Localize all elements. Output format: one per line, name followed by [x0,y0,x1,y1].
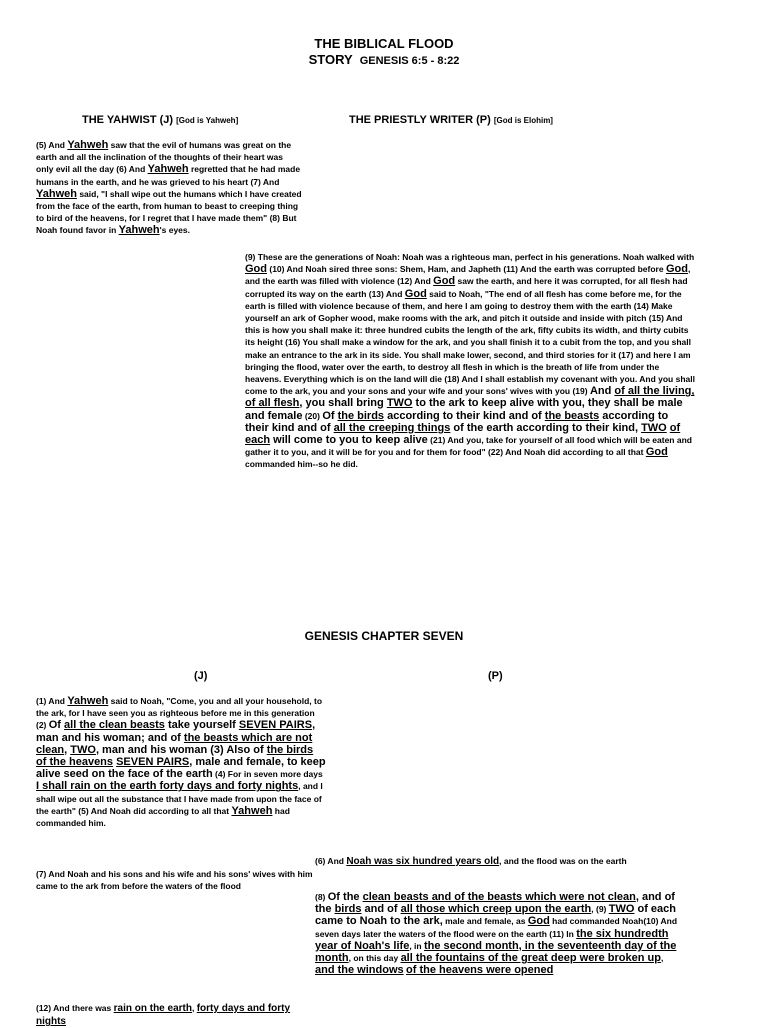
emphasized-phrase: the six hundredth year of Noah's life [315,927,669,952]
text-run: (1) And [36,696,68,706]
emphasized-phrase: TWO [386,397,413,410]
text-run: , in [409,940,424,951]
emphasized-phrase: Yahweh [118,224,160,237]
priestly-column-heading [349,113,553,128]
text-run: And [589,385,615,398]
text-run: (20) [302,410,323,421]
emphasized-phrase: all the creeping things [333,421,451,434]
yahwist-passage-7-12 [36,1002,296,1028]
priestly-passage-7-6 [315,855,715,868]
text-run: will come to you to keep alive [270,434,428,447]
title-line-2 [0,52,768,69]
text-run: had commanded him. [36,805,290,829]
emphasized-phrase: TWO [608,903,635,916]
emphasized-phrase: Yahweh [36,187,77,200]
emphasized-phrase: Yahweh [67,139,109,151]
text-run: , [660,953,664,964]
text-run: , and of the [315,891,675,916]
text-run: , man and his woman [95,743,208,756]
priestly-heading-text: THE PRIESTLY WRITER (P) [349,114,491,126]
text-run: regretted that he had made humans in the earth, and he was grieved to his heart (7) And [36,164,301,187]
text-run: male and female, as [442,916,528,927]
emphasized-phrase: God [245,263,267,276]
emphasized-phrase: God [527,915,550,928]
text-run: , man and his woman; and of [36,719,316,744]
text-run: take yourself [164,719,239,732]
emphasized-phrase: TWO [641,421,667,434]
passage-text [36,139,302,237]
emphasized-phrase: Noah was six hundred years old [346,856,500,867]
emphasized-phrase: forty days and forty nights [36,1003,291,1028]
emphasized-phrase: God [433,275,456,288]
chapter-p-label: (P) [488,670,503,682]
emphasized-phrase: SEVEN PAIRS [238,719,313,732]
yahwist-heading-text: THE YAHWIST (J) [82,114,174,126]
text-run: of the earth according to their kind, [450,421,642,434]
text-run: and of [361,903,401,916]
text-run: (7) And Noah and his sons and his wife and his sons' wives with him came to the ark from before the waters of the flood [36,869,313,892]
text-run: , [64,743,71,756]
text-run: (4) For in seven more days [212,769,323,780]
text-run: said to Noah, "The end of all flesh has come before me, for the earth is filled with violence because of them, and here I am going to destroy them with the earth (14) Make yourself an ark of Gopher wood, make rooms with the ark, and pitch it outside and inside with pitch (15) And this is how you shall make it: three hundred cubits the length of the ark, fifty cubits its width, and thirty cubits its height (16) You shall make a window for the ark, and you shall finish it to a cubit from the top, and you shall make an entrance to the ark in its side. You shall make lower, second, and third stories for it (17) and here I am bringing the flood, water over the earth, to destroy all flesh in which is the breath of life from under the heavens. Everything which is on the land will die (18) And I shall establish my covenant with you. And you shall come to the ark, you and your sons and your wife and your sons' wives with you (19) [245,288,695,397]
emphasized-phrase: the beasts [544,409,600,422]
text-run: , male and female, to keep alive seed on the face of the earth [36,756,326,781]
chapter-seven-heading: GENESIS CHAPTER SEVEN [304,629,464,643]
passage-text [36,695,326,829]
emphasized-phrase: rain on the earth [113,1003,192,1014]
text-run: (8) [315,892,328,902]
emphasized-phrase: birds [334,903,362,916]
title-line-2-main: STORY [308,52,353,67]
emphasized-phrase: and the windows [315,964,404,977]
text-run: , and the flood was on the earth [499,856,627,866]
passage-text [315,855,715,868]
text-run: said to Noah, "Come, you and all your household, to the ark, for I have seen you as righteous before me in this generation (2) [36,696,323,731]
text-run: Of [48,719,65,732]
emphasized-phrase: God [665,263,688,276]
emphasized-phrase: I shall rain on the earth forty days and forty nights [36,780,299,793]
text-run: commanded him--so he did. [245,459,358,470]
passage-text [36,1002,296,1028]
text-run: 's eyes. [159,225,190,236]
title-line-1: THE BIBLICAL FLOOD [314,36,454,51]
text-run: (9) These are the generations of Noah: Noah was a righteous man, perfect in his generations. Noah walked with [245,252,695,262]
yahwist-column-heading [82,113,238,128]
emphasized-phrase: Yahweh [67,695,109,707]
emphasized-phrase: SEVEN PAIRS [116,756,190,769]
text-run: according to their kind and of [245,409,669,434]
text-run: , on this day [348,953,401,964]
emphasized-phrase: Yahweh [147,163,189,176]
emphasized-phrase: TWO [70,743,96,756]
emphasized-phrase: God [645,446,668,459]
emphasized-phrase: of all the living, of all flesh [245,385,695,410]
text-run: (5) And [36,140,68,150]
text-run: saw the earth, and here it was corrupted, for all flesh had corrupted its way on the earth (13) And [245,276,688,299]
emphasized-phrase: of the heavens were opened [406,964,554,977]
emphasized-phrase: the birds of the heavens [36,743,314,769]
text-run: had commanded Noah(10) And seven days later the waters of the flood were on the earth (11) In [315,916,678,939]
text-run: said, "I shall wipe out the humans which I have created from the face of the earth, from human to beast to creeping thing to bird of the heavens, for I regret that I have made them" (8) But Noah found favor in [36,188,302,236]
emphasized-phrase: all the clean beasts [64,719,165,732]
text-run: according to their kind and of [384,409,545,422]
title-line-2-reference: GENESIS 6:5 - 8:22 [359,55,460,67]
passage-text [315,891,680,976]
text-run: of each came to Noah to the ark, [315,903,677,928]
emphasized-phrase: the second month, in the seventeenth day of the month [315,939,677,965]
document-title [0,36,768,69]
passage-text [36,868,322,892]
emphasized-phrase: Yahweh [231,804,273,817]
text-run: (12) And there was [36,1003,114,1013]
emphasized-phrase: the beasts which are not clean [36,731,313,756]
priestly-passage-7-8-11 [315,891,680,976]
text-run: , you shall bring [299,397,387,410]
passage-text [245,251,695,471]
text-run: Of [322,409,338,422]
yahwist-passage-7-7 [36,868,322,892]
text-run: saw that the evil of humans was great on the earth and all the inclination of the thoughts of their heart was only evil all the day (6) And [36,140,292,175]
text-run: (10) And Noah sired three sons: Shem, Ham, and Japheth (11) And the earth was corrupted before [267,264,666,275]
text-run: (6) And [315,856,347,866]
yahwist-passage-6-5-8 [36,139,302,237]
text-run: , and I shall wipe out all the substance that I have made from upon the face of the earth" (5) And Noah did according to all that [36,781,323,816]
emphasized-phrase: clean beasts and of the beasts which were not clean [362,891,636,903]
text-run: , [191,1003,197,1013]
yahwist-passage-7-1-5 [36,695,326,829]
chapter-j-label: (J) [194,670,208,682]
yahwist-heading-note: [God is Yahweh] [176,116,239,125]
emphasized-phrase: of each [245,421,681,447]
text-run: Also of [226,743,267,756]
emphasized-phrase: the birds [337,409,385,422]
text-run: (21) And you, take for yourself of all food which will be eaten and gather it to you, and it will be for you and for them for food" (22) And Noah did according to all that [245,435,692,458]
text-run: to the ark to keep alive with you, they shall be male and female [245,397,683,422]
text-run: , and the earth was filled with violence (12) And [245,264,691,287]
priestly-heading-note: [God is Elohim] [493,116,553,125]
text-run: Of the [327,891,363,903]
priestly-passage-6-9-22 [245,251,695,471]
text-run: , (9) [591,904,609,915]
emphasized-phrase: all the fountains of the great deep were broken up [400,952,661,965]
emphasized-phrase: all those which creep upon the earth [400,903,592,916]
emphasized-phrase: God [404,287,427,300]
text-run: (3) [207,743,227,756]
